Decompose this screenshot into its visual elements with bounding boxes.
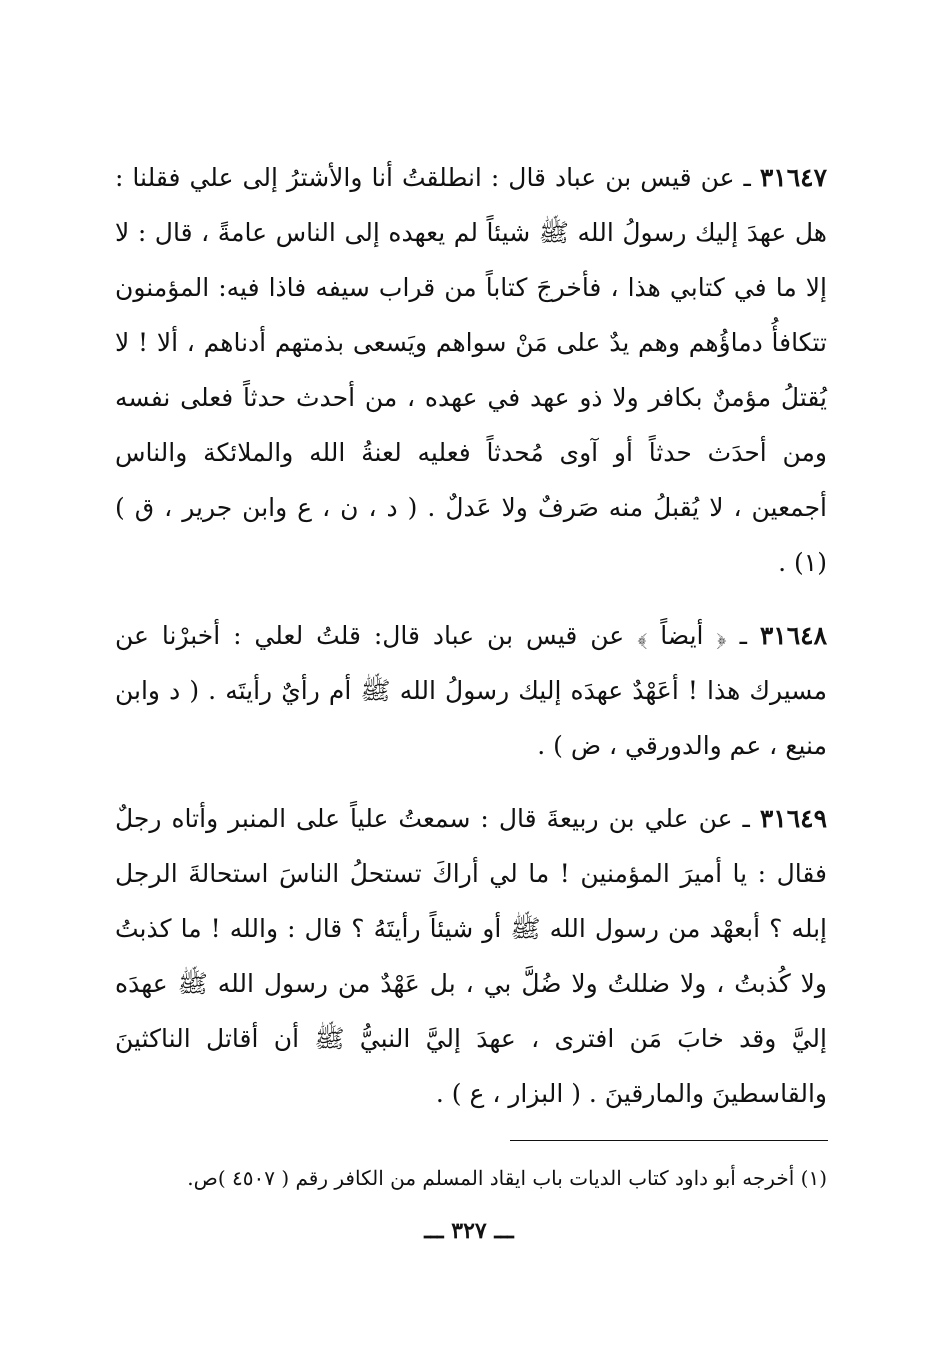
page-body: [115, 150, 827, 1139]
hadith-number: ٣١٦٤٨: [759, 621, 827, 650]
hadith-text: ـ ﴿ أيضاً ﴾ عن قيس بن عباد قال: قلتُ لعلي : أخبرْنا عن مسيرك هذا ! أعَهْدٌ عهدَه إليك رسولُ الله ﷺ أم رأيٌ رأيتَه . ( د وابن منيع ، عم والدورقي ، ض ) .: [115, 621, 827, 760]
page-number: ـــ ٣٢٧ ـــ: [424, 1218, 514, 1244]
hadith-number: ٣١٦٤٩: [759, 804, 827, 833]
footnote: (١) أخرجه أبو داود كتاب الديات باب ايقاد المسلم من الكافر رقم ( ٤٥٠٧ )ص.: [187, 1166, 827, 1190]
hadith-31649: [115, 791, 827, 1121]
footnote-divider: [510, 1140, 828, 1141]
hadith-text: ـ عن علي بن ربيعةَ قال : سمعتُ علياً على المنبر وأتاه رجلٌ فقال : يا أميرَ المؤمنين ! ما لي أراكَ تستحلُ الناسَ استحالةَ الرجل إبله ؟ أبعهْد من رسول الله ﷺ أو شيئاً رأيتَهُ ؟ قال : والله ! ما كذبتُ ولا كُذبتُ ، ولا ضللتُ ولا ضُلَّ بي ، بل عَهْدٌ من رسول الله ﷺ عهدَه إليَّ وقد خابَ مَن افترى ، عهدَ إليَّ النبيُّ ﷺ أن أقاتل الناكثينَ والقاسطينَ والمارقينَ . ( البزار ، ع ) .: [115, 804, 827, 1108]
hadith-text: ـ عن قيس بن عباد قال : انطلقتُ أنا والأشترُ إلى علي فقلنا : هل عهدَ إليك رسولُ الله ﷺ شيئاً لم يعهده إلى الناس عامةً ، قال : لا إلا ما في كتابي هذا ، فأخرجَ كتاباً من قراب سيفه فاذا فيه: المؤمنون تتكافأُ دماؤُهم وهم يدٌ على مَنْ سواهم ويَسعى بذمتهم أدناهم ، ألا ! لا يُقتلُ مؤمنٌ بكافر ولا ذو عهد في عهده ، من أحدث حدثاً فعلى نفسه ومن أحدَث حدثاً أو آوى مُحدثاً فعليه لعنةُ الله والملائكة والناس أجمعين ، لا يُقبلُ منه صَرفٌ ولا عَدلٌ . ( د ، ن ، ع وابن جرير ، ق ) (١) .: [115, 163, 828, 577]
hadith-31648: [115, 608, 827, 773]
hadith-31647: [115, 150, 827, 590]
hadith-number: ٣١٦٤٧: [759, 163, 828, 192]
